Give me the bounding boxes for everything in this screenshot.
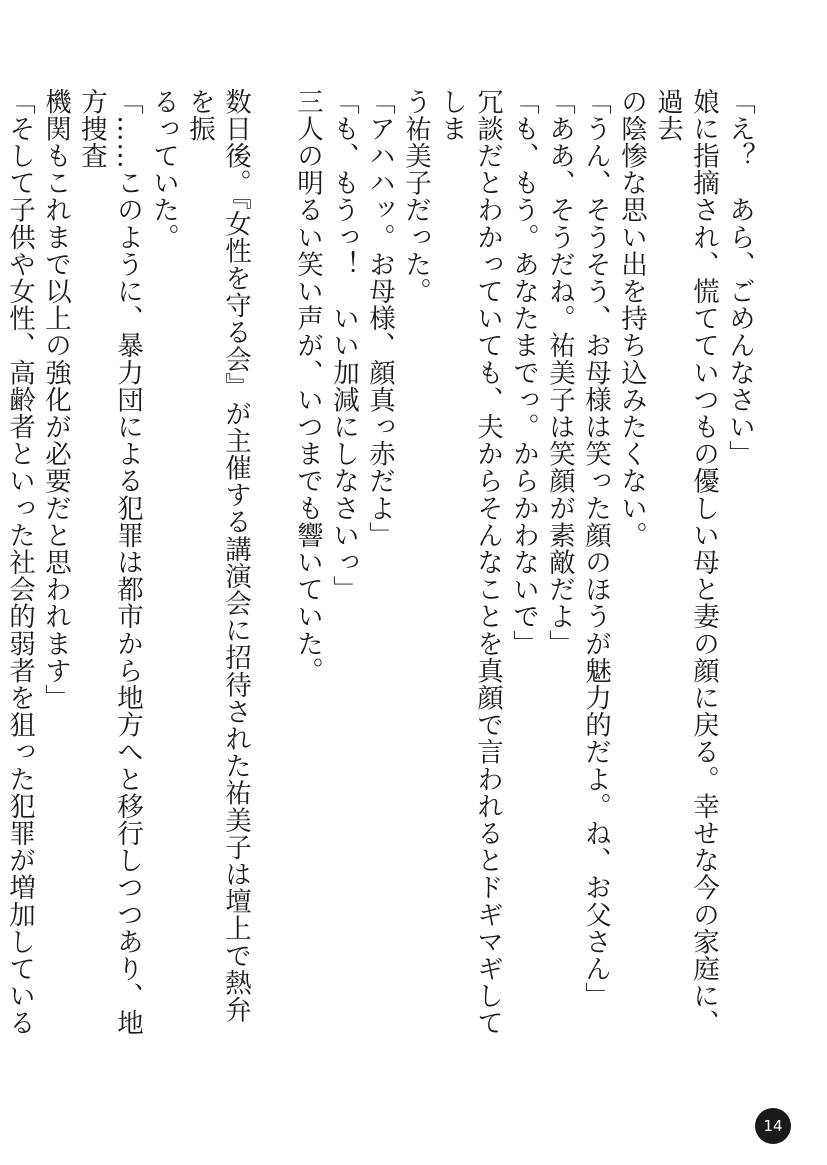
text-line: 冗談だとわかっていても、夫からそんなことを真顔で言われるとドギマギしてしま	[436, 88, 503, 1037]
body-text	[0, 88, 757, 1048]
text-line: 三人の明るい笑い声が、いつまでも響いていた。	[292, 88, 323, 685]
page-number: 14	[755, 1108, 791, 1144]
text-line: 「え？ あら、ごめんなさい」	[724, 88, 755, 468]
text-line: 「も、もうっ！ いい加減にしなさいっ」	[328, 88, 359, 603]
text-line: 「アハハッ。お母様、顔真っ赤だよ」	[364, 88, 395, 549]
text-line: 数日後。『女性を守る会』が主催する講演会に招待された祐美子は壇上で熱弁を振	[184, 88, 251, 1024]
scene-break	[253, 88, 289, 1048]
text-line: 「そして子供や女性、高齢者といった社会的弱者を狙った犯罪が増加している	[4, 88, 35, 1037]
text-line: 「うん、そうそう、お母様は笑った顔のほうが魅力的だよ。ね、お父さん」	[580, 88, 611, 1010]
text-line: う祐美子だった。	[400, 88, 431, 305]
text-line: 娘に指摘され、慌てていつもの優しい母と妻の顔に戻る。幸せな今の家庭に、過去	[652, 88, 719, 1037]
text-line: 機関もこれまで以上の強化が必要だと思われます」	[40, 88, 71, 712]
text-line: の陰惨な思い出を持ち込みたくない。	[616, 88, 647, 549]
text-line: 「も、もう。あなたまでっ。からかわないで」	[508, 88, 539, 658]
text-line: るっていた。	[148, 88, 179, 251]
text-line: 「ああ、そうだね。祐美子は笑顔が素敵だよ」	[544, 88, 575, 658]
text-line: 「……このように、暴力団による犯罪は都市から地方へと移行しつつあり、地方捜査	[76, 88, 143, 1037]
